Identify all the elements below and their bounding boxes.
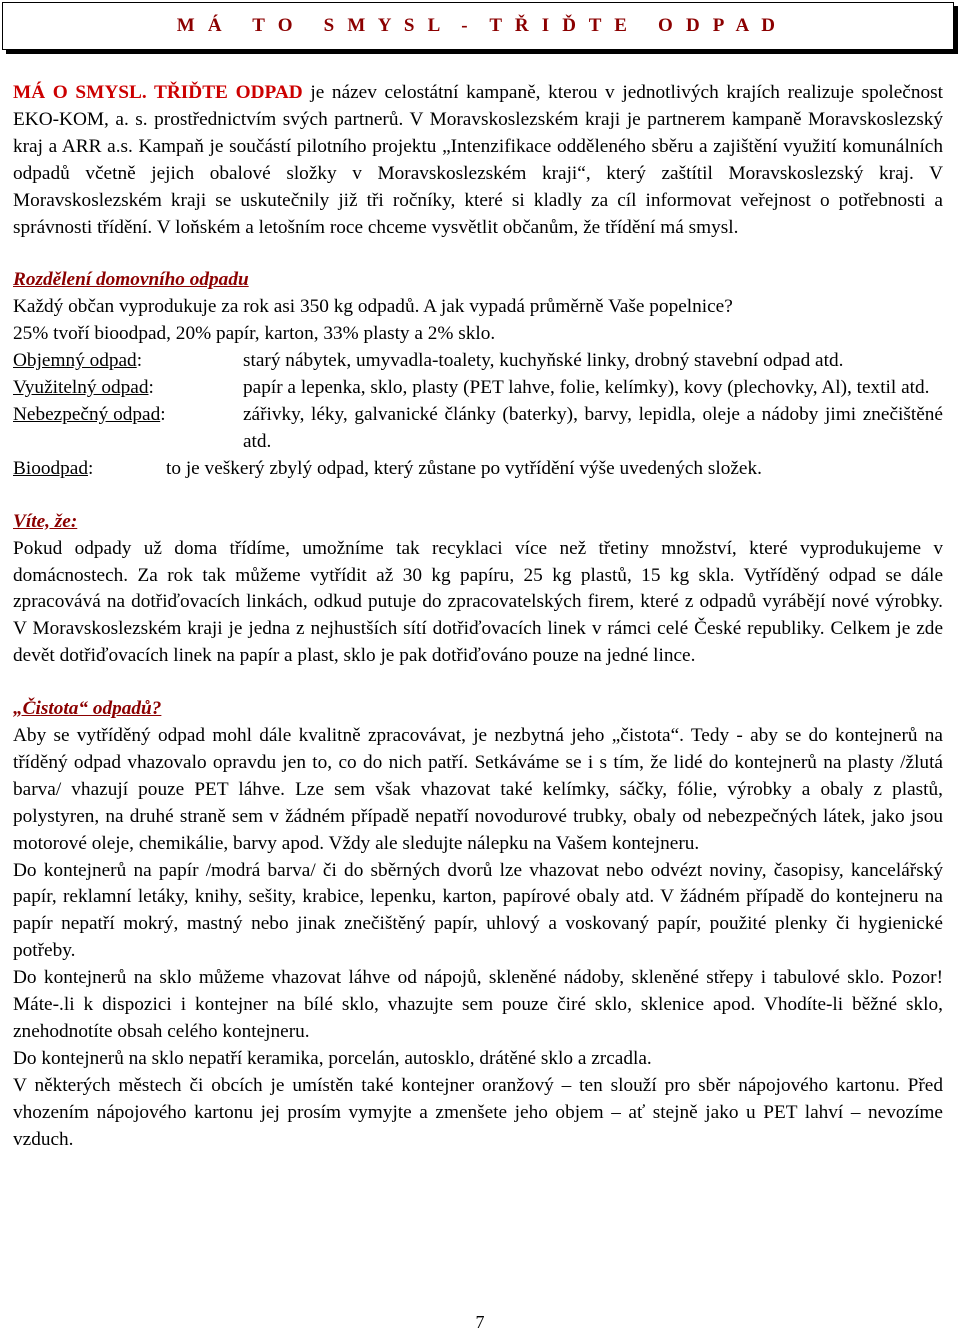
clean-paragraph: V některých městech či obcích je umístěn také kontejner oranžový – ten slouží pro sběr nápojového kartonu. Před vhozením nápojového kartonu jej prosím vymyjte a zmenšete jeho objem – ať stejně jako u PET lahví – nevozíme vzduch. xyxy=(13,1074,943,1150)
definition-row-bio xyxy=(13,456,943,483)
clean-paragraph: Do kontejnerů na sklo můžeme vhazovat láhve od nápojů, skleněné nádoby, skleněné střepy i tabulové sklo. Pozor! Máte-.li k dispozici i kontejner na bílé sklo, vhazujte sem pouze čiré sklo, sklenice apod. Vhodíte-li běžné sklo, znehodnotíte obsah celého kontejneru. xyxy=(13,967,943,1042)
section-heading-clean: „Čistota“ odpadů? xyxy=(13,698,162,720)
section-heading-know: Víte, že: xyxy=(13,510,78,532)
page-number: 7 xyxy=(475,1312,485,1332)
spacer xyxy=(13,241,943,267)
definition-desc: papír a lepenka, sklo, plasty (PET lahve, folie, kelímky), kovy (plechovky, Al), textil atd. xyxy=(243,377,930,399)
definition-term: Objemný odpad: xyxy=(13,350,143,372)
clean-paragraph: Aby se vytříděný odpad mohl dále kvalitně zpracovávat, je nezbytná jeho „čistota“. Tedy - aby se do kontejnerů na tříděný odpad vhazovalo opravdu jen to, co do nich patří. Setkáváme se i s tím, že lidé do kontejnerů na plasty /žlutá barva/ vhazují pouze PET láhve. Lze sem však vhazovat také kelímky, sáčky, fólie, výrobky a obaly z plastů, polystyren, na druhé straně sem v žádném případě nepatří novodurové trubky, obaly od nebezpečných látek, jako jsou motorové oleje, chemikálie, barvy apod. Vždy ale sledujte nálepku na Vašem kontejneru. xyxy=(13,725,943,854)
definition-term: Nebezpečný odpad: xyxy=(13,403,166,425)
definition-desc: starý nábytek, umyvadla-toalety, kuchyňské linky, drobný stavební odpad atd. xyxy=(243,350,844,372)
title-banner xyxy=(2,2,954,50)
intro-paragraph xyxy=(13,80,943,241)
clean-paragraph: Do kontejnerů na sklo nepatří keramika, porcelán, autosklo, drátěné sklo a zrcadla. xyxy=(13,1047,652,1069)
definition-desc: to je veškerý zbylý odpad, který zůstane po vytřídění výše uvedených složek. xyxy=(166,457,762,479)
definition-desc: zářivky, léky, galvanické články (baterky), barvy, lepidla, oleje a nádoby jimi znečištěné atd. xyxy=(243,403,943,452)
definition-term: Bioodpad: xyxy=(13,457,94,479)
waste-line-2: 25% tvoří bioodpad, 20% papír, karton, 33% plasty a 2% sklo. xyxy=(13,323,496,345)
intro-text-2: Kampaň je součástí pilotního projektu „Intenzifikace odděleného sběru a zajištění využití komunálních odpadů včetně jejich obalové složky v Moravskoslezském kraji“, který zaštítil Moravskoslezský kraj. V Moravskoslezském kraji se uskutečnily již tři ročníky, které si kladly za cíl informovat veřejnost o potřebnosti a správnosti třídění. V loňském a letošním roce chceme vysvětlit občanům, že třídění má smysl. xyxy=(13,135,943,238)
document-body xyxy=(13,80,943,1154)
spacer xyxy=(13,483,943,509)
know-paragraph: Pokud odpady už doma třídíme, umožníme tak recyklaci více než třetiny množství, které vyprodukujeme v domácnostech. Za rok tak můžeme vytřídit až 30 kg papíru, 25 kg plastů, 15 kg skla. Vytříděný odpad se dále zpracovává na dotřiďovacích linkách, odkud putuje do zpracovatelských firem, které z odpadů vyrábějí nové výrobky. V Moravskoslezském kraji je jedna z nejhustších sítí dotřiďovacích linek v rámci celé České republiky. Celkem je zde devět dotřiďovacích linek na papír a plast, sklo je pak dotřiďováno pouze na jedné lince. xyxy=(13,537,943,667)
section-heading-waste: Rozdělení domovního odpadu xyxy=(13,269,249,291)
page-title: M Á T O S M Y S L - T Ř I Ď T E O D P A D xyxy=(176,15,780,36)
intro-text-1: je název celostátní kampaně, kterou v jednotlivých krajích realizuje společnost EKO-KOM, a. s. prostřednictvím svých partnerů. V Moravskoslezském kraji je partnerem kampaně Moravskoslezský kraj a ARR a.s. xyxy=(13,82,943,157)
definition-term: Využitelný odpad: xyxy=(13,377,154,399)
definition-row-usable xyxy=(13,375,943,402)
spacer xyxy=(13,670,943,696)
definition-row-bulky xyxy=(13,348,943,375)
waste-line-1: Každý občan vyprodukuje za rok asi 350 kg odpadů. A jak vypadá průměrně Vaše popelnice? xyxy=(13,296,733,318)
clean-paragraph: Do kontejnerů na papír /modrá barva/ či do sběrných dvorů lze vhazovat nebo odvézt noviny, časopisy, kancelářský papír, reklamní letáky, knihy, sešity, krabice, lepenku, karton, papírové obaly atd. V žádném případě do kontejneru na papír nepatří mokrý, mastný nebo jinak znečištěný papír, uhlový a voskovaný papír, použité plenky či hygienické potřeby. xyxy=(13,859,943,962)
campaign-name: MÁ O SMYSL. TŘIĎTE ODPAD xyxy=(13,82,303,103)
definition-row-hazardous xyxy=(13,402,943,456)
